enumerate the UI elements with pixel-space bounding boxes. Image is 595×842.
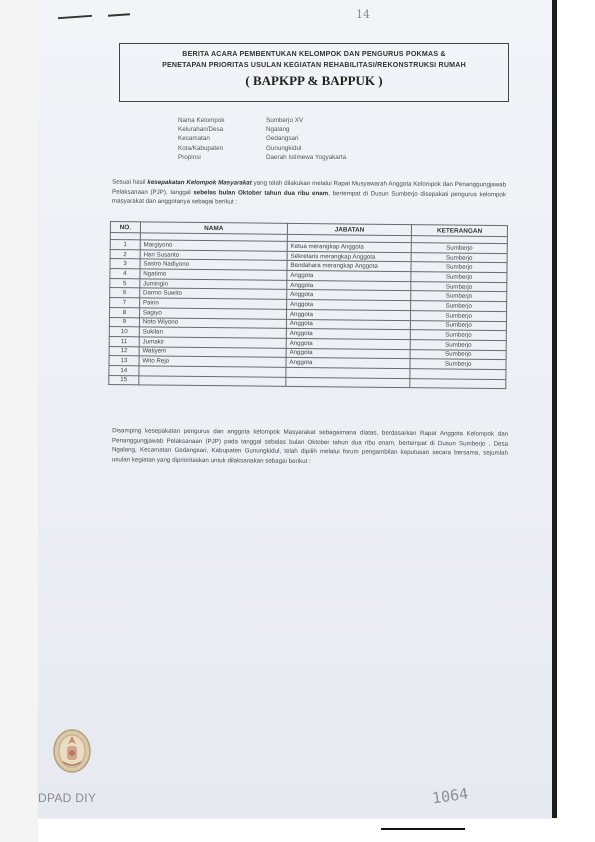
info-label: Nama Kelompok bbox=[178, 117, 225, 124]
cell-no: 15 bbox=[109, 375, 139, 385]
cell-keterangan: Sumberjo bbox=[411, 310, 507, 321]
cell-keterangan: Sumberjo bbox=[411, 301, 507, 312]
cell-jabatan: Anggota bbox=[286, 309, 411, 320]
closing-paragraph: Disamping kesepakatan pengurus dan anggota kelompok Masyarakat sebagaimana diatas, berdasarkan Rapat Anggota Kelompok dan Penanggungjawab Pelaksanaan (PJP) pada tanggal sebelas bulan Oktober tahun dua ribu enam, bertempat di Dusun Sumberjo , Desa Ngalang, Kecamatan Gedangsari, Kabupaten Gunungkidul, telah dipilih melalui forum pengambilan keputusan secara bersama, sejumlah usulan kegiatan yang diprioritaskan untuk dilaksanakan sebagai berikut : bbox=[111, 427, 509, 465]
members-table bbox=[108, 221, 508, 389]
title-box bbox=[119, 43, 509, 102]
cell-no: 1 bbox=[110, 240, 140, 250]
cell-jabatan: Anggota bbox=[287, 270, 412, 281]
cell-no: 4 bbox=[110, 269, 140, 279]
header-keterangan: KETERANGAN bbox=[412, 225, 508, 237]
cell-no: 7 bbox=[110, 298, 140, 308]
cell-nama: Darmo Suwito bbox=[140, 288, 287, 299]
cell-keterangan: Sumberjo bbox=[411, 281, 507, 292]
cell-nama: Margiyono bbox=[140, 240, 287, 251]
info-row bbox=[178, 154, 346, 163]
text-run: , bertempat di Dusun Sumberjo disepakati pengurus kelompok masyarakat dan anggotanya sebagai berikut : bbox=[111, 189, 507, 206]
cell-jabatan: Anggota bbox=[287, 280, 412, 291]
cell-nama: Jumingin bbox=[140, 279, 287, 290]
cell-keterangan: Sumberjo bbox=[411, 330, 507, 341]
info-value: Sumberjo XV bbox=[266, 117, 304, 124]
cell-jabatan: Sekretaris merangkap Anggota bbox=[287, 251, 412, 262]
text-run-bold: kesepakatan Kelompok Masyarakat bbox=[147, 178, 252, 187]
title-line-2: PENETAPAN PRIORITAS USULAN KEGIATAN REHABILITASI/REKONSTRUKSI RUMAH bbox=[162, 61, 466, 69]
cell-nama bbox=[139, 375, 286, 386]
cell-no: 11 bbox=[109, 336, 139, 346]
info-value: Gunungkidul bbox=[266, 144, 302, 152]
seal-icon bbox=[51, 726, 93, 774]
cell-keterangan: Sumberjo bbox=[410, 340, 506, 351]
cell-jabatan: Anggota bbox=[286, 358, 411, 369]
info-row bbox=[178, 145, 346, 154]
cell-nama: Hari Susanto bbox=[140, 250, 287, 261]
cell-no: 14 bbox=[109, 365, 139, 375]
cell-nama: Sagiyo bbox=[139, 308, 286, 319]
cell-jabatan: Bendahara merangkap Anggota bbox=[287, 261, 412, 272]
cell-jabatan: Anggota bbox=[286, 319, 411, 330]
handwritten-number: 1064 bbox=[430, 784, 470, 808]
cell-jabatan: Anggota bbox=[286, 338, 411, 349]
cell-jabatan: Anggota bbox=[287, 290, 412, 301]
cell-no: 5 bbox=[110, 278, 140, 288]
info-value: Gedangsari bbox=[266, 135, 299, 143]
cell-no: 9 bbox=[109, 317, 139, 327]
title-abbreviation: ( BAPKPP & BAPPUK ) bbox=[245, 73, 383, 88]
text-run: Sesuai hasil bbox=[112, 178, 148, 186]
info-row bbox=[178, 135, 346, 144]
cell-keterangan: Sumberjo bbox=[411, 272, 507, 283]
intro-paragraph bbox=[112, 178, 506, 210]
header-no: NO. bbox=[110, 222, 140, 233]
cell-keterangan: Sumberjo bbox=[411, 320, 507, 331]
cell-keterangan: Sumberjo bbox=[412, 243, 508, 254]
info-row bbox=[178, 117, 346, 126]
scan-margin bbox=[0, 0, 38, 842]
group-info bbox=[178, 117, 346, 163]
cell-nama: Sukilan bbox=[139, 327, 286, 338]
text-run-bold: sebelas bulan Oktober tahun dua ribu enam bbox=[193, 188, 329, 197]
cell-keterangan: Sumberjo bbox=[411, 291, 507, 302]
cell-nama: Wito Rejo bbox=[139, 356, 286, 367]
cell-jabatan: Ketua merangkap Anggota bbox=[287, 241, 412, 252]
cell-nama: Watiyem bbox=[139, 346, 286, 357]
cell-jabatan: Anggota bbox=[286, 299, 411, 310]
cell-no: 10 bbox=[109, 327, 139, 337]
header-jabatan: JABATAN bbox=[287, 223, 412, 235]
cell-nama: Jumakir bbox=[139, 337, 286, 348]
cell-keterangan bbox=[410, 378, 506, 389]
info-label: Kota/Kabupaten bbox=[178, 144, 224, 152]
cell-keterangan: Sumberjo bbox=[411, 262, 507, 273]
info-label: Kecamatan bbox=[178, 135, 210, 143]
members-table-wrapper bbox=[108, 221, 510, 389]
cell-no: 8 bbox=[109, 307, 139, 317]
cell-nama: Noto Wiyono bbox=[139, 317, 286, 328]
cell-keterangan: Sumberjo bbox=[410, 349, 506, 360]
cell-no: 13 bbox=[109, 356, 139, 366]
info-value: Daerah Istimewa Yogyakarta bbox=[266, 153, 347, 161]
archive-watermark: DPAD DIY bbox=[38, 791, 97, 805]
cell-nama: Ngatimo bbox=[140, 269, 287, 280]
cell-jabatan: Anggota bbox=[286, 348, 411, 359]
page-edge-shadow bbox=[552, 0, 557, 818]
cell-nama: Pairin bbox=[139, 298, 286, 309]
cell-no: 2 bbox=[110, 249, 140, 259]
cell-jabatan: Anggota bbox=[286, 329, 411, 340]
info-row bbox=[178, 126, 346, 135]
info-value: Ngalang bbox=[266, 126, 290, 134]
page-number: 14 bbox=[356, 8, 370, 21]
info-label: Kelurahan/Desa bbox=[178, 126, 224, 134]
title-line-1: BERITA ACARA PEMBENTUKAN KELOMPOK DAN PENGURUS POKMAS & bbox=[182, 50, 446, 58]
table-body bbox=[109, 233, 508, 389]
text-run: yang telah dilakukan melalui Rapat Musyawarah Anggota Kelompok dan Penanggungjawab Pelaksanaan (PJP), tanggal bbox=[111, 179, 507, 196]
cell-no: 3 bbox=[110, 259, 140, 269]
cell-no: 12 bbox=[109, 346, 139, 356]
bottom-rule bbox=[381, 828, 465, 830]
info-label: Propinsi bbox=[178, 153, 201, 161]
cell-keterangan: Sumberjo bbox=[410, 359, 506, 370]
cell-keterangan: Sumberjo bbox=[411, 252, 507, 263]
header-nama: NAMA bbox=[140, 222, 287, 235]
cell-no: 6 bbox=[110, 288, 140, 298]
cell-jabatan bbox=[286, 377, 411, 388]
cell-nama: Sastro Nadiyono bbox=[140, 259, 287, 270]
